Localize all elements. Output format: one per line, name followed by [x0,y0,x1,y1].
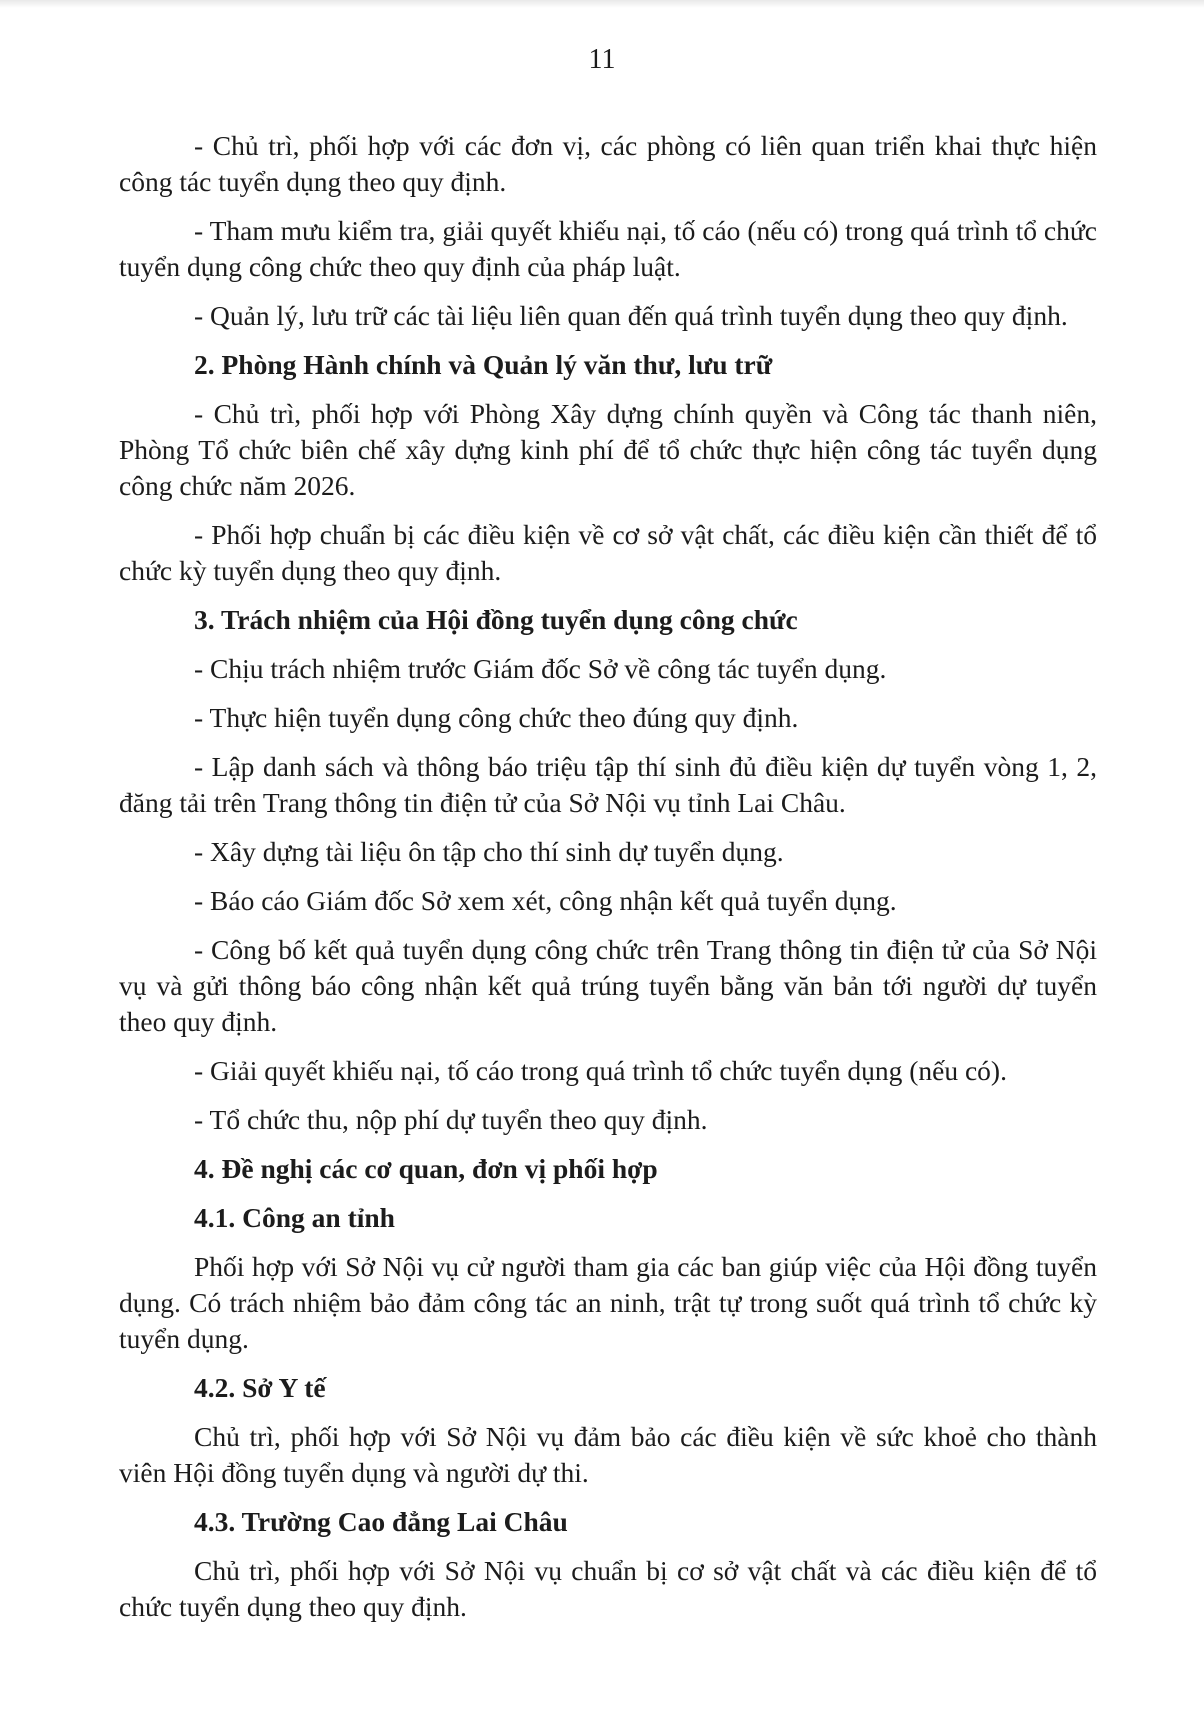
subsection-heading-college: 4.3. Trường Cao đẳng Lai Châu [194,1506,568,1537]
subsection-heading-health: 4.2. Sở Y tế [194,1372,326,1403]
paragraph-study-materials: - Xây dựng tài liệu ôn tập cho thí sinh dự tuyển dụng. [194,836,784,867]
paragraph-complaint-handling: - Tham mưu kiểm tra, giải quyết khiếu nại, tố cáo (nếu có) trong quá trình tổ chức tuyển dụng công chức theo quy định của pháp luật. [119,215,1097,282]
paragraph-health: Chủ trì, phối hợp với Sở Nội vụ đảm bảo các điều kiện về sức khoẻ cho thành viên Hội đồng tuyển dụng và người dự thi. [119,1421,1097,1488]
paragraph-council-responsibility: - Chịu trách nhiệm trước Giám đốc Sở về công tác tuyển dụng. [194,653,887,684]
section-heading-admin-office: 2. Phòng Hành chính và Quản lý văn thư, lưu trữ [194,349,773,380]
page-number: 11 [588,44,616,75]
paragraph-fees: - Tổ chức thu, nộp phí dự tuyển theo quy định. [194,1104,708,1135]
paragraph-facilities: - Phối hợp chuẩn bị các điều kiện về cơ sở vật chất, các điều kiện cần thiết để tổ chức kỳ tuyển dụng theo quy định. [119,519,1097,586]
paragraph-publish-results: - Công bố kết quả tuyển dụng công chức trên Trang thông tin điện tử của Sở Nội vụ và gửi thông báo công nhận kết quả trúng tuyển bằng văn bản tới người dự tuyển theo quy định. [119,934,1097,1037]
paragraph-candidate-list: - Lập danh sách và thông báo triệu tập thí sinh đủ điều kiện dự tuyển vòng 1, 2, đăng tải trên Trang thông tin điện tử của Sở Nội vụ tỉnh Lai Châu. [119,751,1097,818]
paragraph-document-archiving: - Quản lý, lưu trữ các tài liệu liên quan đến quá trình tuyển dụng theo quy định. [194,300,1068,331]
page-top-edge [0,0,1204,8]
paragraph-college: Chủ trì, phối hợp với Sở Nội vụ chuẩn bị cơ sở vật chất và các điều kiện để tổ chức tuyển dụng theo quy định. [119,1555,1097,1622]
paragraph-council-execution: - Thực hiện tuyển dụng công chức theo đúng quy định. [194,702,799,733]
paragraph-coordinate-recruitment: - Chủ trì, phối hợp với các đơn vị, các phòng có liên quan triển khai thực hiện công tác tuyển dụng theo quy định. [119,130,1097,197]
paragraph-resolve-complaints: - Giải quyết khiếu nại, tố cáo trong quá trình tổ chức tuyển dụng (nếu có). [194,1055,1007,1086]
paragraph-budget: - Chủ trì, phối hợp với Phòng Xây dựng chính quyền và Công tác thanh niên, Phòng Tổ chức biên chế xây dựng kinh phí để tổ chức thực hiện công tác tuyển dụng công chức năm 2026. [119,398,1097,501]
section-heading-coordination: 4. Đề nghị các cơ quan, đơn vị phối hợp [194,1153,658,1184]
document-body [119,128,1097,1638]
paragraph-police: Phối hợp với Sở Nội vụ cử người tham gia các ban giúp việc của Hội đồng tuyển dụng. Có trách nhiệm bảo đảm công tác an ninh, trật tự trong suốt quá trình tổ chức kỳ tuyển dụng. [119,1251,1097,1354]
section-heading-council: 3. Trách nhiệm của Hội đồng tuyển dụng công chức [194,604,798,635]
paragraph-report-results: - Báo cáo Giám đốc Sở xem xét, công nhận kết quả tuyển dụng. [194,885,897,916]
subsection-heading-police: 4.1. Công an tỉnh [194,1202,395,1233]
